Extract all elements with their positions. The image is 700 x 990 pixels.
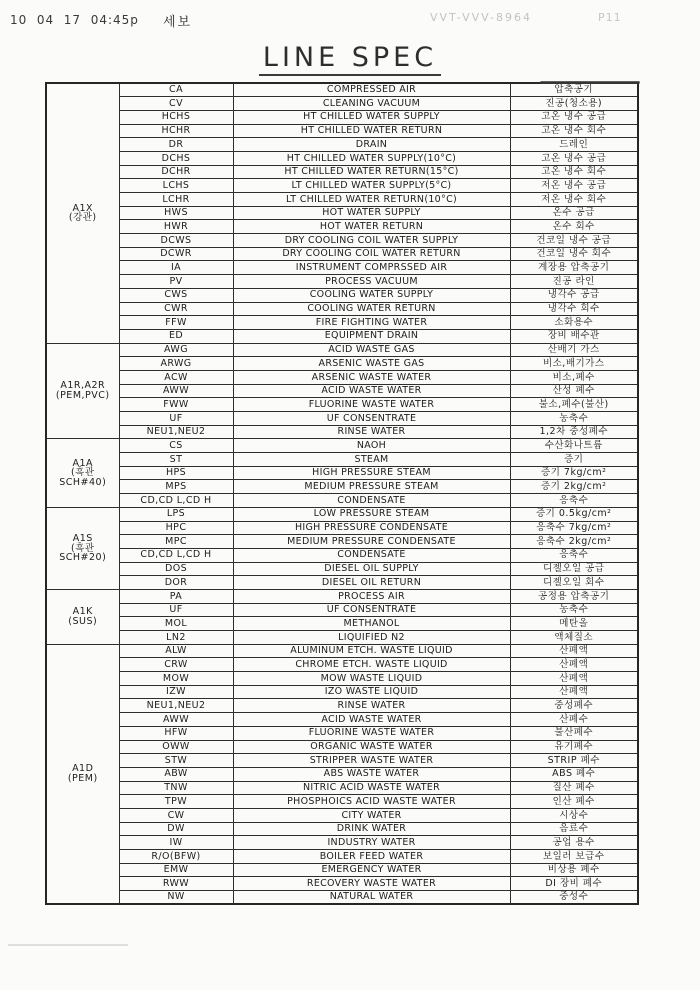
kor-cell: 응축수 2kg/cm²	[510, 535, 638, 549]
group-cell	[46, 644, 119, 904]
line-spec-table-body	[46, 83, 638, 904]
kor-cell: 중성폐수	[510, 699, 638, 713]
kor-cell: 냉각수 회수	[510, 302, 638, 316]
scan-artifact	[8, 944, 128, 946]
kor-cell: 산폐액	[510, 672, 638, 686]
kor-cell: 응축수	[510, 494, 638, 508]
code-cell: LPS	[119, 507, 233, 521]
code-cell: HFW	[119, 726, 233, 740]
desc-cell: DRINK WATER	[233, 822, 510, 836]
code-cell: TNW	[119, 781, 233, 795]
table-row	[46, 795, 638, 809]
desc-cell: ORGANIC WASTE WATER	[233, 740, 510, 754]
table-row	[46, 439, 638, 453]
table-row	[46, 275, 638, 289]
code-cell: NEU1,NEU2	[119, 425, 233, 439]
kor-cell: 산폐액	[510, 658, 638, 672]
code-cell: NW	[119, 891, 233, 905]
kor-cell: 온수 회수	[510, 220, 638, 234]
kor-cell: 시상수	[510, 808, 638, 822]
table-row	[46, 425, 638, 439]
kor-cell: DI 장비 폐수	[510, 877, 638, 891]
kor-cell: 인산 폐수	[510, 795, 638, 809]
group-label-line: (PEM)	[67, 772, 98, 784]
desc-cell: BOILER FEED WATER	[233, 850, 510, 864]
group-label-line: A1S	[72, 533, 93, 545]
code-cell: NEU1,NEU2	[119, 699, 233, 713]
table-row	[46, 507, 638, 521]
kor-cell: 냉각수 공급	[510, 288, 638, 302]
code-cell: HWS	[119, 206, 233, 220]
code-cell: CWS	[119, 288, 233, 302]
table-row	[46, 767, 638, 781]
kor-cell: ABS 폐수	[510, 767, 638, 781]
group-label-line: (PEM,PVC)	[55, 389, 110, 401]
page-title: LINE SPEC	[259, 42, 441, 76]
desc-cell: METHANOL	[233, 617, 510, 631]
desc-cell: FLUORINE WASTE WATER	[233, 398, 510, 412]
desc-cell: HT CHILLED WATER SUPPLY(10°C)	[233, 151, 510, 165]
desc-cell: DIESEL OIL SUPPLY	[233, 562, 510, 576]
group-cell	[46, 589, 119, 644]
table-row	[46, 562, 638, 576]
code-cell: CS	[119, 439, 233, 453]
code-cell: DOS	[119, 562, 233, 576]
code-cell: CW	[119, 808, 233, 822]
table-row	[46, 877, 638, 891]
kor-cell: 산배기 가스	[510, 343, 638, 357]
desc-cell: CLEANING VACUUM	[233, 97, 510, 111]
desc-cell: HIGH PRESSURE CONDENSATE	[233, 521, 510, 535]
table-row	[46, 329, 638, 343]
code-cell: DCWR	[119, 247, 233, 261]
desc-cell: EMERGENCY WATER	[233, 863, 510, 877]
code-cell: R/O(BFW)	[119, 850, 233, 864]
code-cell: DCHS	[119, 151, 233, 165]
title-wrap	[0, 42, 700, 76]
desc-cell: PROCESS VACUUM	[233, 275, 510, 289]
code-cell: MOW	[119, 672, 233, 686]
kor-cell: 드레인	[510, 138, 638, 152]
table-row	[46, 261, 638, 275]
desc-cell: HIGH PRESSURE STEAM	[233, 466, 510, 480]
code-cell: ST	[119, 453, 233, 467]
kor-cell: 산폐액	[510, 644, 638, 658]
desc-cell: COMPRESSED AIR	[233, 83, 510, 97]
desc-cell: NATURAL WATER	[233, 891, 510, 905]
table-row	[46, 138, 638, 152]
code-cell: ABW	[119, 767, 233, 781]
code-cell: IW	[119, 836, 233, 850]
table-row	[46, 644, 638, 658]
table-row	[46, 302, 638, 316]
code-cell: FFW	[119, 316, 233, 330]
table-row	[46, 179, 638, 193]
kor-cell: 고온 냉수 회수	[510, 165, 638, 179]
table-row	[46, 453, 638, 467]
code-cell: DR	[119, 138, 233, 152]
desc-cell: NITRIC ACID WASTE WATER	[233, 781, 510, 795]
table-row	[46, 535, 638, 549]
table-row	[46, 699, 638, 713]
kor-cell: 진공 라인	[510, 275, 638, 289]
table-row	[46, 603, 638, 617]
desc-cell: PROCESS AIR	[233, 589, 510, 603]
table-row	[46, 740, 638, 754]
table-row	[46, 863, 638, 877]
desc-cell: ARSENIC WASTE GAS	[233, 357, 510, 371]
group-label-line: SCH#20)	[59, 552, 107, 564]
table-row	[46, 398, 638, 412]
group-label-line: SCH#40)	[59, 476, 107, 488]
code-cell: OWW	[119, 740, 233, 754]
desc-cell: FIRE FIGHTING WATER	[233, 316, 510, 330]
desc-cell: PHOSPHOICS ACID WASTE WATER	[233, 795, 510, 809]
line-spec-table	[45, 82, 639, 905]
kor-cell: 고온 냉수 공급	[510, 110, 638, 124]
kor-cell: 건코일 냉수 공급	[510, 234, 638, 248]
table-row	[46, 822, 638, 836]
group-label-line: (흑관	[70, 542, 95, 554]
code-cell: CRW	[119, 658, 233, 672]
table-row	[46, 343, 638, 357]
kor-cell: 고온 냉수 공급	[510, 151, 638, 165]
kor-cell: STRIP 폐수	[510, 754, 638, 768]
code-cell: TPW	[119, 795, 233, 809]
kor-cell: 비소,배기가스	[510, 357, 638, 371]
desc-cell: NAOH	[233, 439, 510, 453]
code-cell: MOL	[119, 617, 233, 631]
code-cell: CV	[119, 97, 233, 111]
group-label-line: A1K	[72, 606, 93, 618]
table-row	[46, 110, 638, 124]
fax-number-faded: VVT-VVV-8964	[430, 11, 532, 24]
kor-cell: 증기	[510, 453, 638, 467]
table-row	[46, 466, 638, 480]
table-row	[46, 247, 638, 261]
code-cell: LN2	[119, 631, 233, 645]
desc-cell: DRAIN	[233, 138, 510, 152]
desc-cell: CITY WATER	[233, 808, 510, 822]
kor-cell: 음료수	[510, 822, 638, 836]
desc-cell: RINSE WATER	[233, 425, 510, 439]
code-cell: LCHS	[119, 179, 233, 193]
group-cell	[46, 439, 119, 507]
desc-cell: IZO WASTE LIQUID	[233, 685, 510, 699]
code-cell: ALW	[119, 644, 233, 658]
table-row	[46, 576, 638, 590]
group-label-line: (강관)	[68, 212, 97, 224]
group-label-line: (흑관	[70, 467, 95, 479]
code-cell: HCHR	[119, 124, 233, 138]
table-row	[46, 836, 638, 850]
desc-cell: LOW PRESSURE STEAM	[233, 507, 510, 521]
code-cell: DCHR	[119, 165, 233, 179]
table-row	[46, 713, 638, 727]
desc-cell: HT CHILLED WATER RETURN(15°C)	[233, 165, 510, 179]
table-row	[46, 781, 638, 795]
table-row	[46, 658, 638, 672]
desc-cell: ABS WASTE WATER	[233, 767, 510, 781]
code-cell: CA	[119, 83, 233, 97]
fax-datetime: 10 04 17 04:45p	[10, 13, 139, 27]
desc-cell: DIESEL OIL RETURN	[233, 576, 510, 590]
code-cell: CWR	[119, 302, 233, 316]
kor-cell: 응축수	[510, 548, 638, 562]
code-cell: DW	[119, 822, 233, 836]
code-cell: IZW	[119, 685, 233, 699]
code-cell: AWW	[119, 713, 233, 727]
code-cell: RWW	[119, 877, 233, 891]
code-cell: ACW	[119, 370, 233, 384]
table-row	[46, 357, 638, 371]
code-cell: IA	[119, 261, 233, 275]
kor-cell: 질산 폐수	[510, 781, 638, 795]
code-cell: HCHS	[119, 110, 233, 124]
code-cell: UF	[119, 412, 233, 426]
desc-cell: HOT WATER RETURN	[233, 220, 510, 234]
kor-cell: 응축수 7kg/cm²	[510, 521, 638, 535]
code-cell: DOR	[119, 576, 233, 590]
table-row	[46, 754, 638, 768]
desc-cell: CONDENSATE	[233, 548, 510, 562]
kor-cell: 압축공기	[510, 83, 638, 97]
code-cell: PA	[119, 589, 233, 603]
table-row	[46, 97, 638, 111]
group-cell	[46, 343, 119, 439]
table-row	[46, 220, 638, 234]
kor-cell: 디젤오일 공급	[510, 562, 638, 576]
desc-cell: DRY COOLING COIL WATER RETURN	[233, 247, 510, 261]
code-cell: HPS	[119, 466, 233, 480]
desc-cell: LIQUIFIED N2	[233, 631, 510, 645]
code-cell: PV	[119, 275, 233, 289]
kor-cell: 온수 공급	[510, 206, 638, 220]
kor-cell: 장비 배수관	[510, 329, 638, 343]
table-row	[46, 384, 638, 398]
desc-cell: ACID WASTE WATER	[233, 384, 510, 398]
kor-cell: 증기 7kg/cm²	[510, 466, 638, 480]
desc-cell: COOLING WATER RETURN	[233, 302, 510, 316]
table-row	[46, 521, 638, 535]
code-cell: STW	[119, 754, 233, 768]
code-cell: HWR	[119, 220, 233, 234]
desc-cell: CHROME ETCH. WASTE LIQUID	[233, 658, 510, 672]
group-label-line: A1D	[72, 763, 94, 775]
kor-cell: 공정용 압축공기	[510, 589, 638, 603]
group-label-line: A1A	[72, 457, 94, 469]
desc-cell: HOT WATER SUPPLY	[233, 206, 510, 220]
table-row	[46, 151, 638, 165]
table-row	[46, 685, 638, 699]
code-cell: UF	[119, 603, 233, 617]
table-row	[46, 548, 638, 562]
kor-cell: 저온 냉수 공급	[510, 179, 638, 193]
group-cell	[46, 83, 119, 343]
code-cell: ED	[119, 329, 233, 343]
desc-cell: MEDIUM PRESSURE STEAM	[233, 480, 510, 494]
kor-cell: 증기 2kg/cm²	[510, 480, 638, 494]
table-row	[46, 808, 638, 822]
kor-cell: 계장용 압축공기	[510, 261, 638, 275]
code-cell: MPC	[119, 535, 233, 549]
table-row	[46, 234, 638, 248]
desc-cell: RINSE WATER	[233, 699, 510, 713]
code-cell: ARWG	[119, 357, 233, 371]
desc-cell: INDUSTRY WATER	[233, 836, 510, 850]
table-row	[46, 370, 638, 384]
kor-cell: 농축수	[510, 412, 638, 426]
table-row	[46, 494, 638, 508]
table-row	[46, 288, 638, 302]
code-cell: FWW	[119, 398, 233, 412]
code-cell: MPS	[119, 480, 233, 494]
kor-cell: 산폐액	[510, 685, 638, 699]
table-row	[46, 480, 638, 494]
kor-cell: 비상용 폐수	[510, 863, 638, 877]
table-row	[46, 589, 638, 603]
table-row	[46, 631, 638, 645]
kor-cell: 저온 냉수 회수	[510, 193, 638, 207]
desc-cell: COOLING WATER SUPPLY	[233, 288, 510, 302]
desc-cell: UF CONSENTRATE	[233, 603, 510, 617]
code-cell: HPC	[119, 521, 233, 535]
desc-cell: ACID WASTE GAS	[233, 343, 510, 357]
kor-cell: 소화용수	[510, 316, 638, 330]
desc-cell: HT CHILLED WATER SUPPLY	[233, 110, 510, 124]
desc-cell: UF CONSENTRATE	[233, 412, 510, 426]
table-row	[46, 165, 638, 179]
desc-cell: RECOVERY WASTE WATER	[233, 877, 510, 891]
kor-cell: 액체질소	[510, 631, 638, 645]
kor-cell: 산성 폐수	[510, 384, 638, 398]
kor-cell: 비소,폐수	[510, 370, 638, 384]
code-cell: AWG	[119, 343, 233, 357]
code-cell: CD,CD L,CD H	[119, 548, 233, 562]
kor-cell: 디젤오일 회수	[510, 576, 638, 590]
fax-page-marker-faded: P11	[598, 11, 622, 24]
desc-cell: ARSENIC WASTE WATER	[233, 370, 510, 384]
group-label-line: A1X	[72, 202, 94, 214]
desc-cell: HT CHILLED WATER RETURN	[233, 124, 510, 138]
group-cell	[46, 507, 119, 589]
table-row	[46, 412, 638, 426]
desc-cell: ACID WASTE WATER	[233, 713, 510, 727]
kor-cell: 1,2차 중성폐수	[510, 425, 638, 439]
table-row	[46, 193, 638, 207]
table-row	[46, 316, 638, 330]
table-row	[46, 672, 638, 686]
desc-cell: FLUORINE WASTE WATER	[233, 726, 510, 740]
kor-cell: 진공(청소용)	[510, 97, 638, 111]
scan-artifact	[540, 81, 640, 84]
desc-cell: LT CHILLED WATER SUPPLY(5°C)	[233, 179, 510, 193]
kor-cell: 공업 용수	[510, 836, 638, 850]
kor-cell: 보일러 보급수	[510, 850, 638, 864]
table-row	[46, 124, 638, 138]
desc-cell: CONDENSATE	[233, 494, 510, 508]
code-cell: DCWS	[119, 234, 233, 248]
table-row	[46, 617, 638, 631]
table-row	[46, 726, 638, 740]
code-cell: CD,CD L,CD H	[119, 494, 233, 508]
kor-cell: 건코일 냉수 회수	[510, 247, 638, 261]
desc-cell: EQUIPMENT DRAIN	[233, 329, 510, 343]
desc-cell: STEAM	[233, 453, 510, 467]
group-label-line: A1R,A2R	[60, 380, 106, 392]
fax-sender-name: 세보	[163, 15, 193, 30]
desc-cell: DRY COOLING COIL WATER SUPPLY	[233, 234, 510, 248]
kor-cell: 불소,폐수(불산)	[510, 398, 638, 412]
desc-cell: LT CHILLED WATER RETURN(10°C)	[233, 193, 510, 207]
kor-cell: 메탄올	[510, 617, 638, 631]
desc-cell: STRIPPER WASTE WATER	[233, 754, 510, 768]
desc-cell: ALUMINUM ETCH. WASTE LIQUID	[233, 644, 510, 658]
table-row	[46, 206, 638, 220]
table-row	[46, 850, 638, 864]
desc-cell: MEDIUM PRESSURE CONDENSATE	[233, 535, 510, 549]
kor-cell: 유기폐수	[510, 740, 638, 754]
kor-cell: 중성수	[510, 891, 638, 905]
code-cell: AWW	[119, 384, 233, 398]
desc-cell: INSTRUMENT COMPRSSED AIR	[233, 261, 510, 275]
code-cell: EMW	[119, 863, 233, 877]
kor-cell: 농축수	[510, 603, 638, 617]
table-row	[46, 83, 638, 97]
kor-cell: 증기 0.5kg/cm²	[510, 507, 638, 521]
kor-cell: 산폐수	[510, 713, 638, 727]
group-label-line: (SUS)	[68, 615, 98, 627]
table-row	[46, 891, 638, 905]
desc-cell: MOW WASTE LIQUID	[233, 672, 510, 686]
kor-cell: 수산화나트륨	[510, 439, 638, 453]
kor-cell: 고온 냉수 회수	[510, 124, 638, 138]
code-cell: LCHR	[119, 193, 233, 207]
kor-cell: 불산폐수	[510, 726, 638, 740]
